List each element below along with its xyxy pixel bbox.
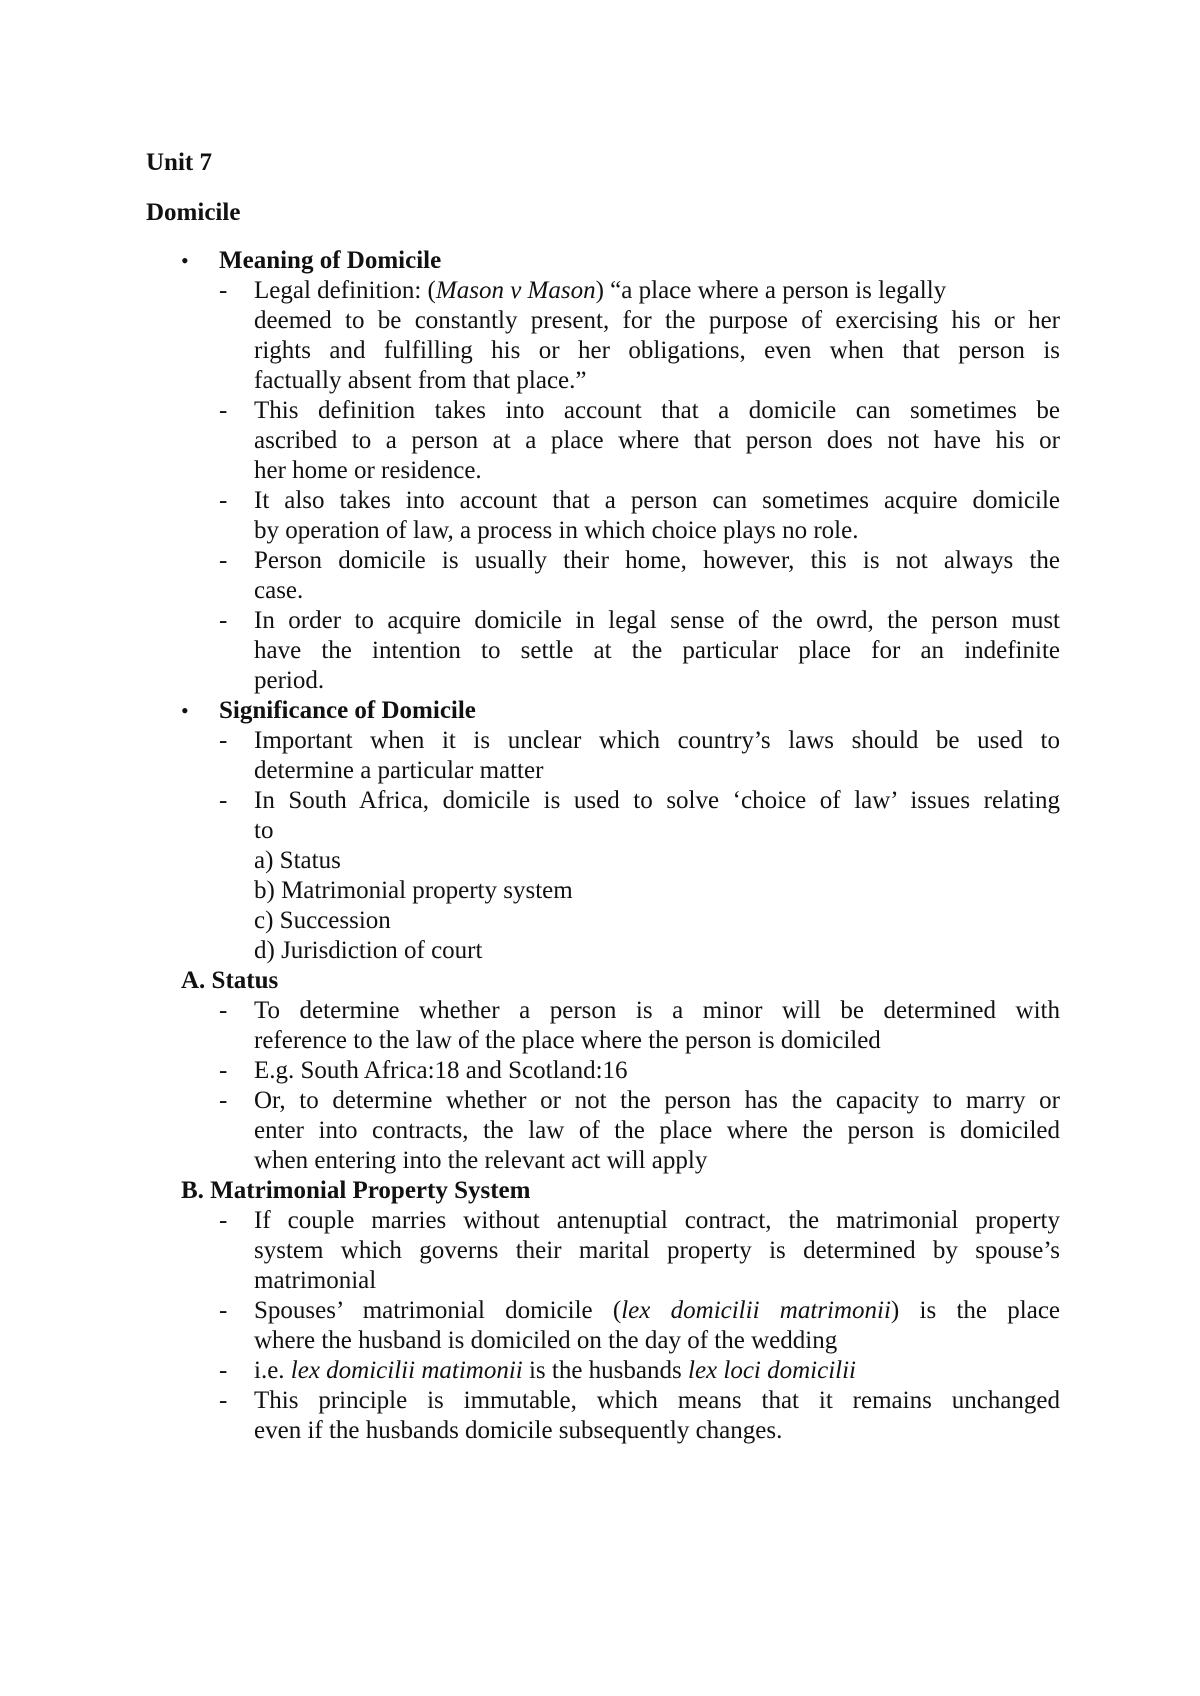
paragraph-line: i.e. lex domicilii matimonii is the husbands lex loci domicilii [254,1357,857,1384]
section-heading-significance: Significance of Domicile [219,697,476,724]
paragraph-line: deemed to be constantly present, for the purpose of exercising his or her [254,307,1060,334]
paragraph-line: by operation of law, a process in which choice plays no role. [254,517,859,544]
paragraph-line: to [254,817,274,844]
dash-icon: - [219,997,228,1024]
section-heading-status: A. Status [181,967,279,994]
paragraph-line: This definition takes into account that a domicile can sometimes be [254,397,1060,424]
paragraph-line: where the husband is domiciled on the day of the wedding [254,1327,838,1354]
dash-icon: - [219,1297,228,1324]
paragraph-line: Legal definition: (Mason v Mason) “a place where a person is legally [254,277,947,304]
dash-icon: - [219,397,228,424]
dash-icon: - [219,787,228,814]
paragraph-line: enter into contracts, the law of the place where the person is domiciled [254,1117,1060,1144]
paragraph-line: determine a particular matter [254,757,544,784]
dash-icon: - [219,277,228,304]
paragraph-line: To determine whether a person is a minor will be determined with [254,997,1060,1024]
paragraph-line: This principle is immutable, which means that it remains unchanged [254,1387,1060,1414]
paragraph-line: case. [254,577,304,604]
paragraph-line: reference to the law of the place where the person is domiciled [254,1027,881,1054]
paragraph-line: Person domicile is usually their home, however, this is not always the [254,547,1060,574]
paragraph-line: Spouses’ matrimonial domicile (lex domicilii matrimonii) is the place [254,1297,1061,1324]
unit-label: Unit 7 [146,149,212,176]
paragraph-line: factually absent from that place.” [254,367,587,394]
paragraph-line: system which governs their marital property is determined by spouse’s [254,1237,1060,1264]
paragraph-line: matrimonial [254,1267,377,1294]
paragraph-line: ascribed to a person at a place where that person does not have his or [254,427,1060,454]
dash-icon: - [219,1057,228,1084]
paragraph-line: when entering into the relevant act will apply [254,1147,708,1174]
paragraph-line: If couple marries without antenuptial contract, the matrimonial property [254,1207,1060,1234]
section-heading-meaning: Meaning of Domicile [219,247,442,274]
paragraph-line: have the intention to settle at the particular place for an indefinite [254,637,1060,664]
page-title: Domicile [146,199,241,226]
list-item: a) Status [254,847,341,874]
list-item: d) Jurisdiction of court [254,937,483,964]
section-heading-matrimonial-property: B. Matrimonial Property System [181,1177,531,1204]
paragraph-line: In order to acquire domicile in legal sense of the owrd, the person must [254,607,1060,634]
paragraph-line: It also takes into account that a person can sometimes acquire domicile [254,487,1060,514]
dash-icon: - [219,1357,228,1384]
paragraph-line: rights and fulfilling his or her obligations, even when that person is [254,337,1060,364]
dash-icon: - [219,727,228,754]
dash-icon: - [219,547,228,574]
paragraph-line: In South Africa, domicile is used to solve ‘choice of law’ issues relating [254,787,1060,814]
bullet-icon: • [181,248,189,273]
paragraph-line: period. [254,667,325,694]
paragraph-line: Important when it is unclear which country’s laws should be used to [254,727,1060,754]
dash-icon: - [219,1087,228,1114]
list-item: b) Matrimonial property system [254,877,573,904]
dash-icon: - [219,487,228,514]
paragraph-line: her home or residence. [254,457,482,484]
paragraph-line: Or, to determine whether or not the person has the capacity to marry or [254,1087,1060,1114]
dash-icon: - [219,607,228,634]
bullet-icon: • [181,698,189,723]
paragraph-line: E.g. South Africa:18 and Scotland:16 [254,1057,628,1084]
paragraph-line: even if the husbands domicile subsequently changes. [254,1417,783,1444]
dash-icon: - [219,1387,228,1414]
dash-icon: - [219,1207,228,1234]
list-item: c) Succession [254,907,391,934]
